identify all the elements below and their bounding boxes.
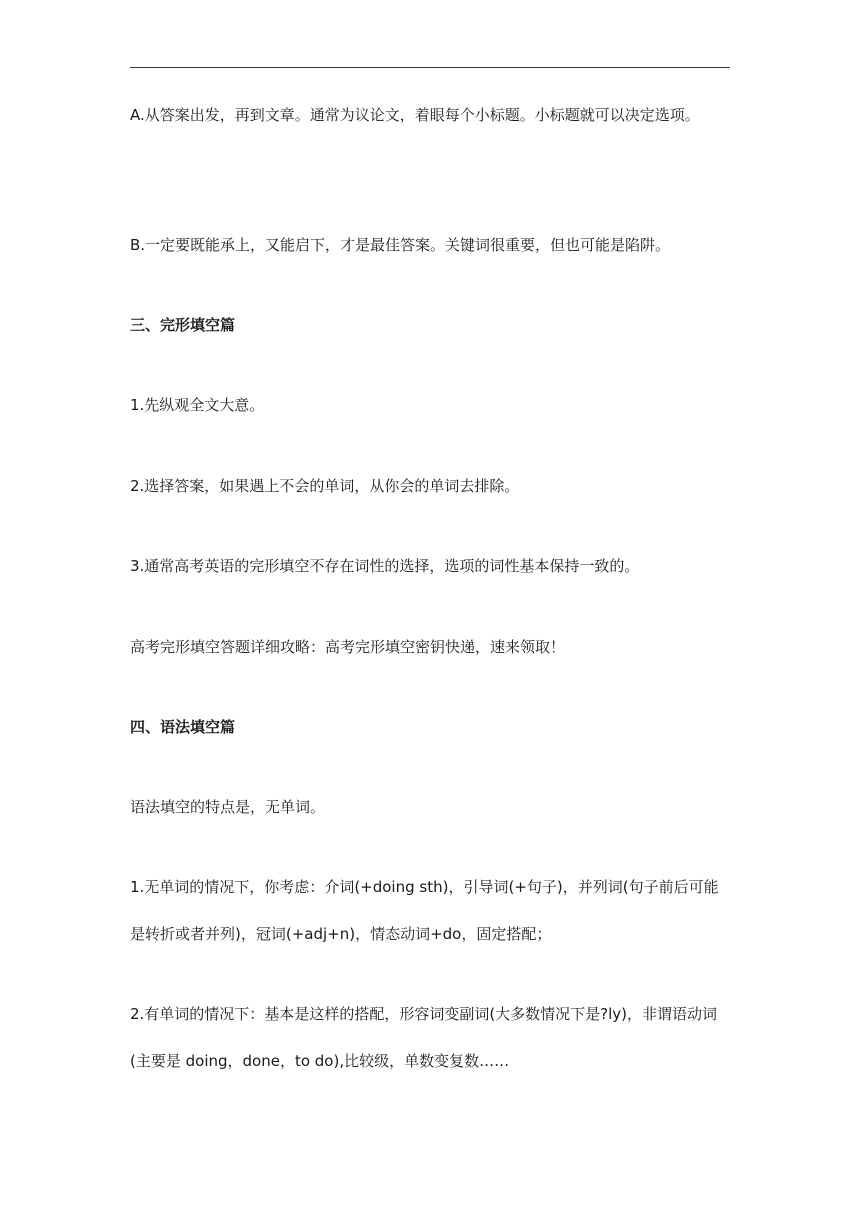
paragraph-option-b: B.一定要既能承上，又能启下，才是最佳答案。关键词很重要，但也可能是陷阱。 [130, 236, 671, 254]
paragraph-cloze-guide: 高考完形填空答题详细攻略：高考完形填空密钥快递，速来领取！ [130, 638, 566, 656]
paragraph-grammar-intro: 语法填空的特点是，无单词。 [130, 798, 326, 816]
header-rule [130, 67, 730, 68]
paragraph-grammar-1: 1.无单词的情况下，你考虑：介词(+doing sth)，引导词(+句子)，并列词(句子前后可能是转折或者并列)，冠词(+adj+n)，情态动词+do，固定搭配； [130, 878, 719, 943]
paragraph-cloze-1: 1.先纵观全文大意。 [130, 396, 265, 414]
section-heading-cloze: 三、完形填空篇 [130, 316, 236, 334]
paragraph-cloze-3: 3.通常高考英语的完形填空不存在词性的选择，选项的词性基本保持一致的。 [130, 557, 640, 575]
paragraph-grammar-2: 2.有单词的情况下：基本是这样的搭配，形容词变副词(大多数情况下是?ly)，非谓语动词(主要是 doing，done，to do),比较级，单数变复数…… [130, 1005, 718, 1070]
paragraph-cloze-2: 2.选择答案，如果遇上不会的单词，从你会的单词去排除。 [130, 477, 520, 495]
paragraph-option-a: A.从答案出发，再到文章。通常为议论文，着眼每个小标题。小标题就可以决定选项。 [130, 106, 700, 124]
section-heading-grammar: 四、语法填空篇 [130, 718, 236, 736]
